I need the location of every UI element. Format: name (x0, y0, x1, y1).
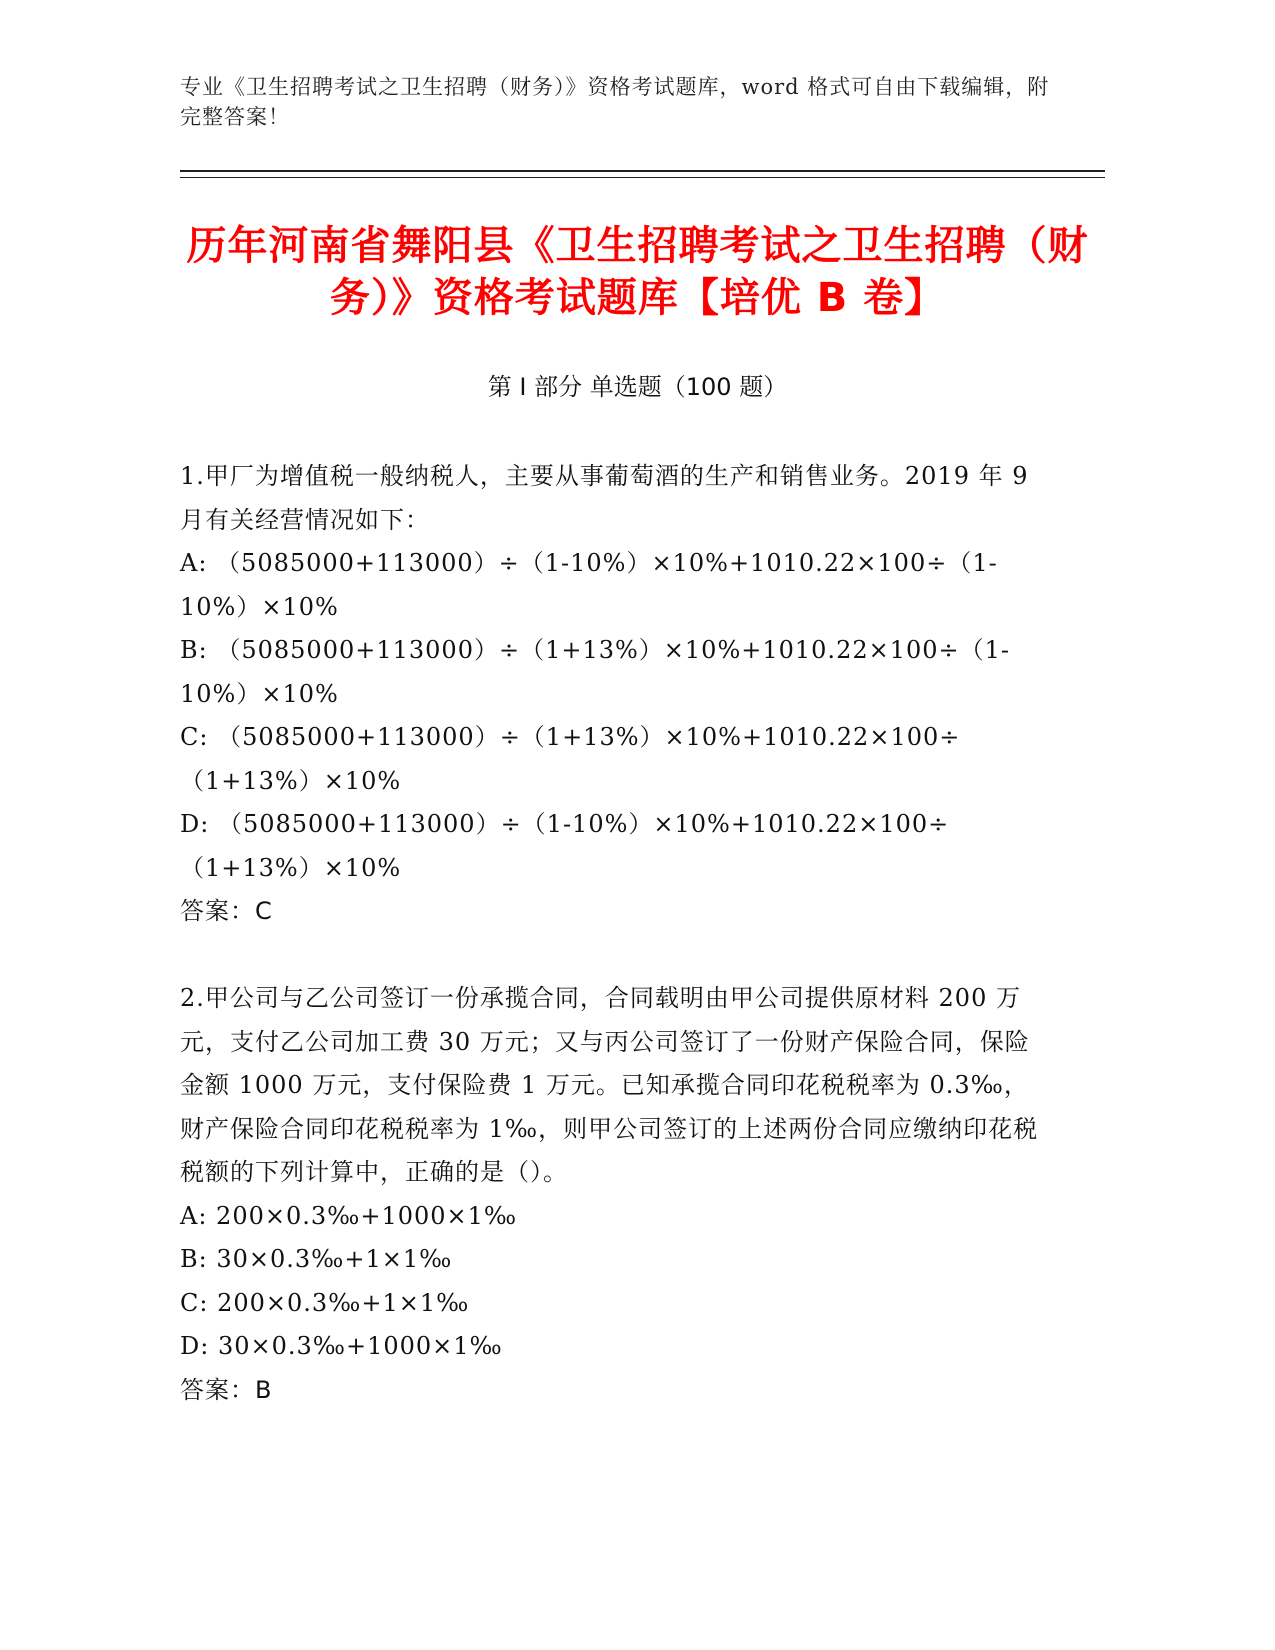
question-stem: 2.甲公司与乙公司签订一份承揽合同，合同载明由甲公司提供原材料 200 万元，支付乙公司加工费 30 万元；又与丙公司签订了一份财产保险合同，保险金额 1000 万元，支付保险费 1 万元。已知承揽合同印花税税率为 0.3‰，财产保险合同印花税税率为 1‰，则甲公司签订的上述两份合同应缴纳印花税税额的下列计算中，正确的是（）。 (180, 984, 1039, 1186)
question-2 (180, 977, 1040, 1412)
option-a: A: （5085000+113000）÷（1-10%）×10%+1010.22×100÷（1-10%）×10% (180, 549, 998, 621)
header-divider-thick (180, 170, 1105, 172)
option-d: D: （5085000+113000）÷（1-10%）×10%+1010.22×100÷（1+13%）×10% (180, 810, 950, 882)
option-d: D: 30×0.3‰+1000×1‰ (180, 1332, 503, 1360)
header-note: 专业《卫生招聘考试之卫生招聘（财务）》资格考试题库，word 格式可自由下载编辑，附完整答案！ (180, 75, 1050, 129)
option-c: C: 200×0.3‰+1×1‰ (180, 1288, 470, 1317)
question-stem: 1.甲厂为增值税一般纳税人，主要从事葡萄酒的生产和销售业务。2019 年 9 月有关经营情况如下： (180, 462, 1029, 534)
option-c: C: （5085000+113000）÷（1+13%）×10%+1010.22×100÷（1+13%）×10% (180, 723, 961, 795)
option-b: B: 30×0.3‰+1×1‰ (180, 1245, 453, 1273)
document-title: 历年河南省舞阳县《卫生招聘考试之卫生招聘（财务）》资格考试题库【培优 B 卷】 (186, 223, 1089, 321)
answer: 答案：C (180, 897, 273, 925)
header-divider-thin (180, 177, 1105, 178)
section-heading: 第 I 部分 单选题（100 题） (487, 373, 788, 401)
option-b: B: （5085000+113000）÷（1+13%）×10%+1010.22×100÷（1-10%）×10% (180, 636, 1011, 708)
option-a: A: 200×0.3‰+1000×1‰ (180, 1201, 518, 1230)
answer: 答案：B (180, 1375, 273, 1404)
question-1 (180, 455, 1040, 934)
